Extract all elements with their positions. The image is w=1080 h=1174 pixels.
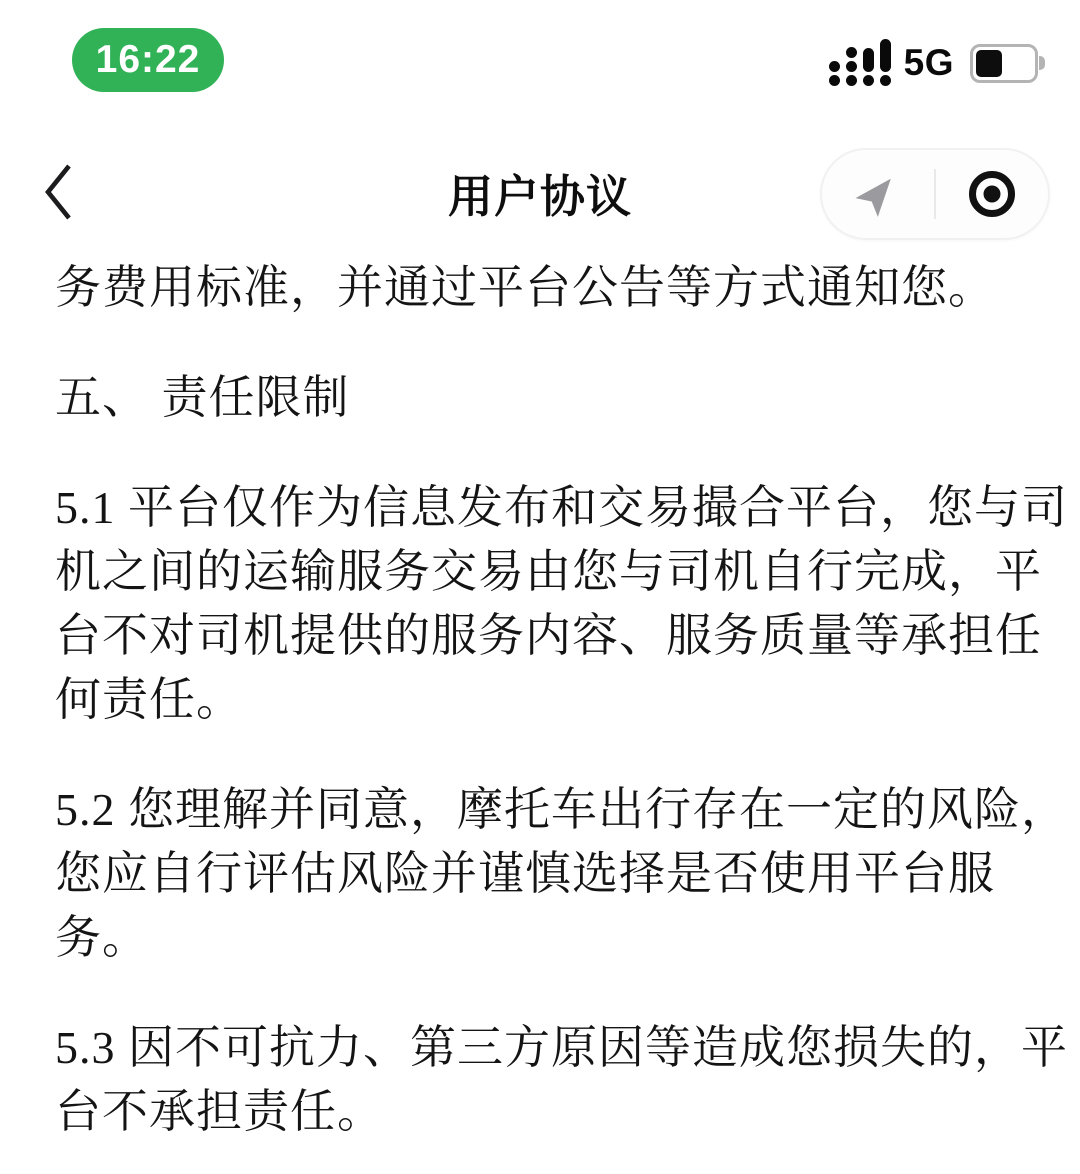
status-time: 16:22 <box>95 38 201 81</box>
text-line: 何责任。 <box>55 674 243 725</box>
clause-5-1 <box>55 476 1068 732</box>
miniprogram-capsule <box>820 148 1050 240</box>
status-indicators <box>829 41 1038 86</box>
agreement-content <box>55 256 1068 1174</box>
location-share-button[interactable] <box>822 150 934 238</box>
close-target-button[interactable] <box>936 150 1048 238</box>
clause-5-3 <box>55 1016 1068 1144</box>
text-line: 机之间的运输服务交易由您与司机自行完成，平 <box>55 546 1042 597</box>
text-line: 台不承担责任。 <box>55 1086 384 1137</box>
signal-column-1 <box>829 61 840 86</box>
cellular-signal-icon <box>829 41 891 86</box>
signal-column-2 <box>846 47 857 86</box>
text-line: 务费用标准，并通过平台公告等方式通知您。 <box>55 262 995 313</box>
text-line: 5.3 因不可抗力、第三方原因等造成您损失的，平 <box>55 1022 1068 1073</box>
battery-icon <box>970 44 1038 83</box>
text-line: 5.2 您理解并同意，摩托车出行存在一定的风险， <box>55 784 1068 835</box>
text-line: 您应自行评估风险并谨慎选择是否使用平台服 <box>55 848 995 899</box>
signal-column-3 <box>863 48 874 86</box>
text-line: 台不对司机提供的服务内容、服务质量等承担任 <box>55 610 1042 661</box>
text-line: 五、 责任限制 <box>55 372 350 423</box>
signal-column-4 <box>880 39 891 86</box>
clause-5-2 <box>55 778 1068 970</box>
nav-bar <box>0 148 1080 236</box>
status-bar <box>72 28 1038 92</box>
section-heading-5 <box>55 366 1040 430</box>
network-type-label: 5G <box>903 42 954 83</box>
paragraph-continuation <box>55 256 1040 320</box>
text-line: 5.1 平台仅作为信息发布和交易撮合平台，您与司 <box>55 482 1068 533</box>
text-line: 务。 <box>55 912 149 963</box>
battery-nub <box>1039 56 1045 70</box>
target-dot-icon <box>967 169 1017 219</box>
time-pill[interactable] <box>72 28 224 92</box>
page-title: 用户协议 <box>447 170 632 222</box>
battery-fill <box>976 50 1002 77</box>
location-arrow-icon <box>855 171 901 217</box>
